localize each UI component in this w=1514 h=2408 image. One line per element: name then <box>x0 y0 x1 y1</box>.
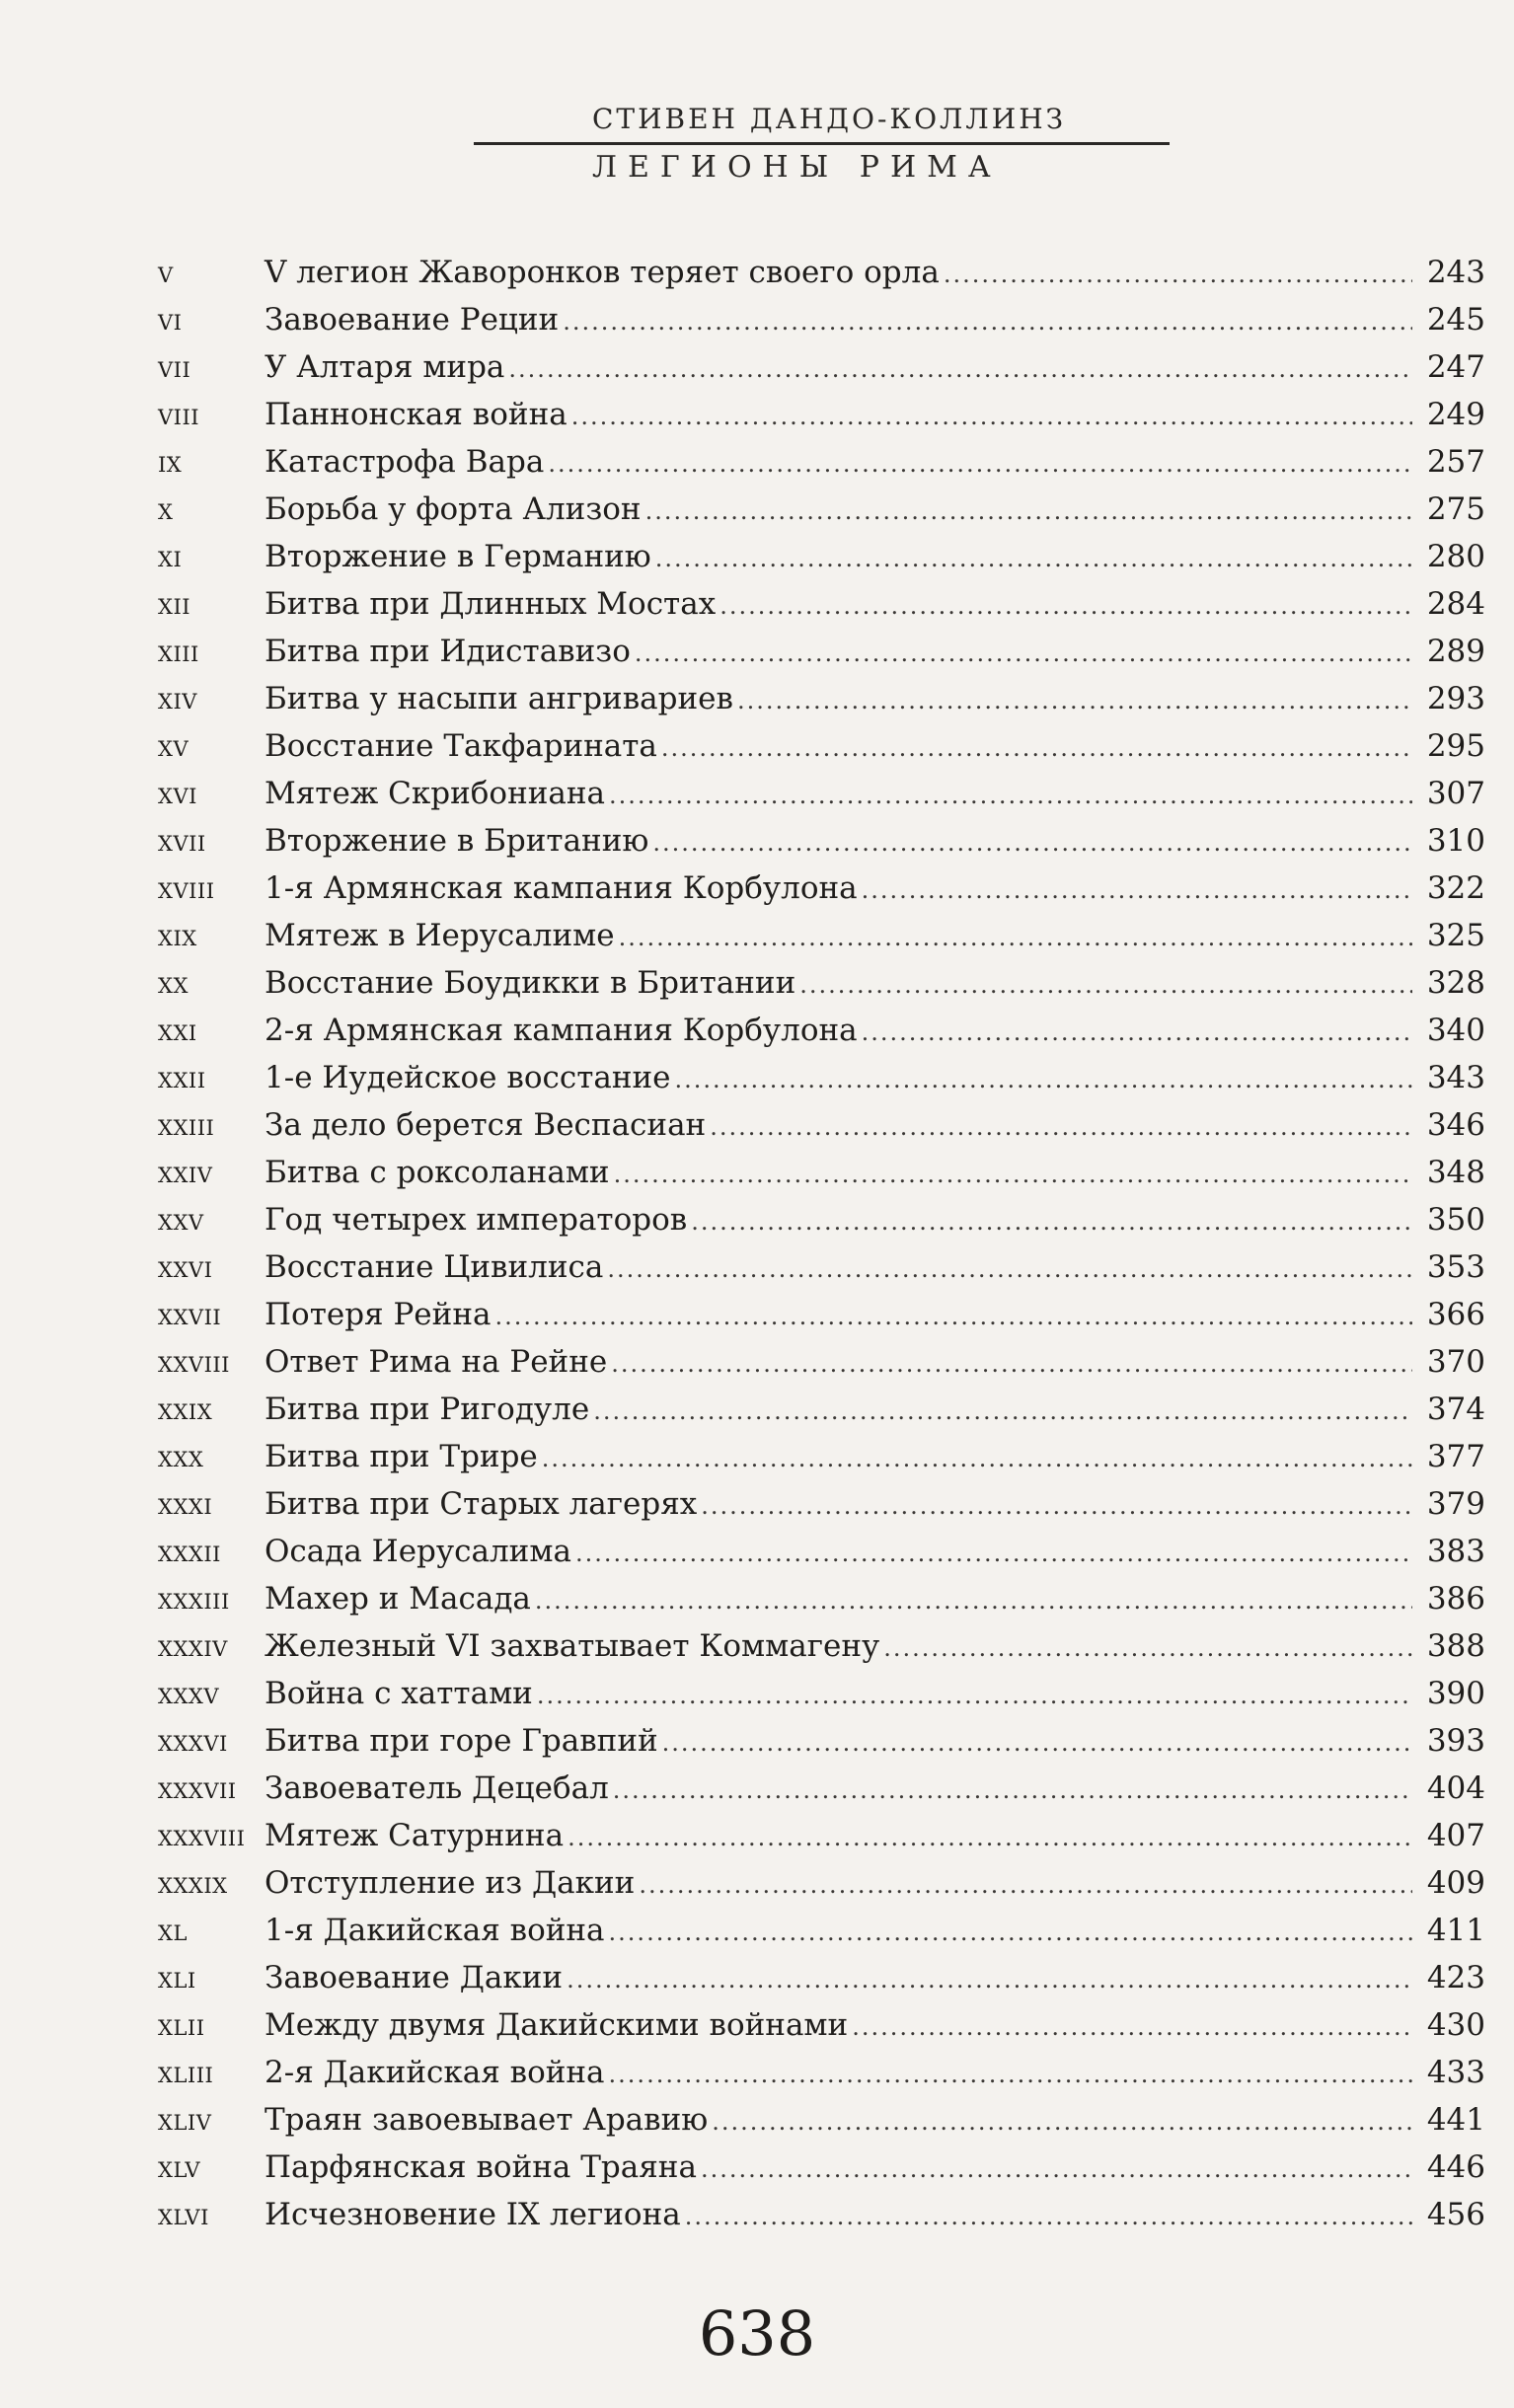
chapter-number: XXIII <box>158 1116 215 1140</box>
chapter-page-number: 295 <box>1426 728 1485 764</box>
toc-entry <box>158 912 1485 959</box>
chapter-page-number: 293 <box>1426 681 1485 716</box>
toc-entry <box>158 959 1485 1007</box>
chapter-title: Завоевание Дакии <box>265 1960 564 1995</box>
chapter-title: Вторжение в Германию <box>265 539 651 574</box>
chapter-title: Война с хаттами <box>265 1676 533 1711</box>
dot-leader <box>613 1767 1412 1814</box>
toc-entry <box>158 1433 1485 1480</box>
chapter-page-number: 430 <box>1426 2007 1485 2043</box>
chapter-number: XXVII <box>158 1306 222 1329</box>
chapter-title: Битва у насыпи ангривариев <box>265 681 733 716</box>
dot-leader <box>575 1530 1412 1577</box>
chapter-number: XVIII <box>158 879 215 903</box>
chapter-title: 1-я Дакийская война <box>265 1913 605 1948</box>
toc-entry <box>158 817 1485 865</box>
dot-leader <box>661 724 1412 772</box>
chapter-number: XXI <box>158 1021 197 1045</box>
chapter-title: Битва с роксоланами <box>265 1155 610 1190</box>
chapter-title: Восстание Цивилиса <box>265 1249 604 1285</box>
dot-leader <box>719 582 1412 630</box>
chapter-page-number: 433 <box>1426 2055 1485 2090</box>
chapter-title: Битва при Идиставизо <box>265 634 631 669</box>
chapter-number: XXIV <box>158 1164 213 1187</box>
chapter-number: XXVI <box>158 1258 213 1282</box>
chapter-page-number: 346 <box>1426 1107 1485 1143</box>
chapter-title: Паннонская война <box>265 397 568 432</box>
dot-leader <box>571 393 1412 440</box>
toc-entry <box>158 1859 1485 1907</box>
toc-entry <box>158 2049 1485 2096</box>
chapter-number: XI <box>158 548 183 571</box>
toc-entry <box>158 438 1485 486</box>
dot-leader <box>542 1435 1412 1482</box>
chapter-number: XII <box>158 595 191 619</box>
chapter-page-number: 456 <box>1426 2197 1485 2232</box>
chapter-number: XXIX <box>158 1400 213 1424</box>
toc-entry <box>158 1765 1485 1812</box>
chapter-page-number: 383 <box>1426 1534 1485 1569</box>
dot-leader <box>710 1103 1412 1151</box>
chapter-number: VII <box>158 358 191 382</box>
chapter-number: XLIII <box>158 2064 214 2087</box>
chapter-page-number: 328 <box>1426 965 1485 1001</box>
chapter-page-number: 247 <box>1426 349 1485 385</box>
toc-entry <box>158 1622 1485 1670</box>
chapter-number: XXXI <box>158 1495 213 1519</box>
toc-entry <box>158 1480 1485 1528</box>
chapter-title: Между двумя Дакийскими войнами <box>265 2007 849 2043</box>
chapter-page-number: 441 <box>1426 2102 1485 2138</box>
chapter-number: XXXVII <box>158 1779 237 1803</box>
chapter-title: Борьба у форта Ализон <box>265 491 642 527</box>
dot-leader <box>701 1482 1412 1530</box>
toc-entry <box>158 770 1485 817</box>
chapter-page-number: 446 <box>1426 2149 1485 2185</box>
toc-entry <box>158 722 1485 770</box>
toc-entry <box>158 1101 1485 1149</box>
chapter-page-number: 249 <box>1426 397 1485 432</box>
running-header <box>474 95 1170 203</box>
dot-leader <box>494 1293 1412 1340</box>
chapter-page-number: 322 <box>1426 870 1485 906</box>
chapter-title: Махер и Масада <box>265 1581 531 1617</box>
chapter-number: XXXII <box>158 1543 221 1566</box>
chapter-page-number: 310 <box>1426 823 1485 859</box>
chapter-title: Траян завоевывает Аравию <box>265 2102 709 2138</box>
toc-entry <box>158 1386 1485 1433</box>
chapter-title: Завоевание Реции <box>265 302 560 338</box>
chapter-page-number: 348 <box>1426 1155 1485 1190</box>
chapter-title: Ответ Рима на Рейне <box>265 1344 608 1380</box>
chapter-number: VI <box>158 311 183 335</box>
toc-entry <box>158 486 1485 533</box>
dot-leader <box>712 2098 1412 2145</box>
chapter-title: Год четырех императоров <box>265 1202 688 1238</box>
chapter-number: XXII <box>158 1069 206 1092</box>
toc-entry <box>158 865 1485 912</box>
chapter-title: Восстание Боудикки в Британии <box>265 965 796 1001</box>
toc-entry <box>158 1812 1485 1859</box>
dot-leader <box>593 1388 1412 1435</box>
dot-leader <box>535 1577 1412 1624</box>
book-title: ЛЕГИОНЫ РИМА <box>592 150 1002 185</box>
dot-leader <box>609 2051 1412 2098</box>
chapter-number: V <box>158 263 174 287</box>
chapter-number: XVI <box>158 785 197 808</box>
chapter-number: XIII <box>158 642 199 666</box>
chapter-page-number: 423 <box>1426 1960 1485 1995</box>
chapter-number: XXXVIII <box>158 1827 246 1850</box>
chapter-title: Отступление из Дакии <box>265 1865 636 1901</box>
chapter-page-number: 393 <box>1426 1723 1485 1759</box>
chapter-page-number: 245 <box>1426 302 1485 338</box>
chapter-page-number: 350 <box>1426 1202 1485 1238</box>
chapter-title: Битва при Трире <box>265 1439 538 1474</box>
toc-entry <box>158 2144 1485 2191</box>
dot-leader <box>609 772 1412 819</box>
toc-entry <box>158 391 1485 438</box>
dot-leader <box>691 1198 1412 1245</box>
chapter-title: Осада Иерусалима <box>265 1534 571 1569</box>
dot-leader <box>662 1719 1412 1767</box>
chapter-title: V легион Жаворонков теряет своего орла <box>265 255 940 290</box>
chapter-title: 2-я Армянская кампания Корбулона <box>265 1013 858 1048</box>
dot-leader <box>685 2193 1412 2240</box>
chapter-number: IX <box>158 453 183 477</box>
dot-leader <box>639 1861 1412 1909</box>
chapter-number: XXXVI <box>158 1732 228 1756</box>
toc-entry <box>158 296 1485 343</box>
dot-leader <box>652 819 1412 866</box>
chapter-page-number: 284 <box>1426 586 1485 622</box>
toc-entry <box>158 1338 1485 1386</box>
chapter-page-number: 243 <box>1426 255 1485 290</box>
chapter-title: Мятеж Сатурнина <box>265 1818 565 1853</box>
dot-leader <box>568 1814 1412 1861</box>
chapter-title: Битва при горе Гравпий <box>265 1723 658 1759</box>
dot-leader <box>567 1956 1412 2003</box>
dot-leader <box>611 1340 1412 1388</box>
dot-leader <box>883 1624 1412 1672</box>
chapter-page-number: 280 <box>1426 539 1485 574</box>
chapter-title: Железный VI захватывает Коммагену <box>265 1628 880 1664</box>
toc-entry <box>158 2191 1485 2238</box>
chapter-page-number: 390 <box>1426 1676 1485 1711</box>
chapter-number: XV <box>158 737 189 761</box>
table-of-contents <box>158 249 1485 2238</box>
toc-entry <box>158 2001 1485 2049</box>
chapter-title: Вторжение в Британию <box>265 823 649 859</box>
dot-leader <box>537 1672 1412 1719</box>
chapter-number: XL <box>158 1921 188 1945</box>
chapter-number: X <box>158 500 174 524</box>
chapter-title: Битва при Длинных Мостах <box>265 586 717 622</box>
chapter-page-number: 386 <box>1426 1581 1485 1617</box>
dot-leader <box>944 251 1412 298</box>
chapter-page-number: 340 <box>1426 1013 1485 1048</box>
toc-entry <box>158 1054 1485 1101</box>
chapter-number: XXXIII <box>158 1590 230 1614</box>
chapter-page-number: 370 <box>1426 1344 1485 1380</box>
chapter-number: XLII <box>158 2016 205 2040</box>
toc-entry <box>158 1717 1485 1765</box>
toc-entry <box>158 675 1485 722</box>
chapter-title: Исчезновение IX легиона <box>265 2197 681 2232</box>
toc-entry <box>158 1954 1485 2001</box>
toc-entry <box>158 580 1485 628</box>
chapter-page-number: 307 <box>1426 776 1485 811</box>
chapter-title: Мятеж Скрибониана <box>265 776 606 811</box>
dot-leader <box>675 1056 1412 1103</box>
chapter-number: XXXIX <box>158 1874 228 1898</box>
chapter-title: Восстание Такфарината <box>265 728 657 764</box>
chapter-page-number: 289 <box>1426 634 1485 669</box>
chapter-number: XIV <box>158 690 197 714</box>
chapter-title: Мятеж в Иерусалиме <box>265 918 615 953</box>
toc-entry <box>158 628 1485 675</box>
chapter-page-number: 353 <box>1426 1249 1485 1285</box>
chapter-number: XXX <box>158 1448 204 1471</box>
dot-leader <box>799 961 1412 1009</box>
toc-entry <box>158 1243 1485 1291</box>
chapter-page-number: 366 <box>1426 1297 1485 1332</box>
toc-entry <box>158 1007 1485 1054</box>
dot-leader <box>701 2145 1412 2193</box>
author-name: СТИВЕН ДАНДО-КОЛЛИНЗ <box>592 103 1067 135</box>
chapter-page-number: 411 <box>1426 1913 1485 1948</box>
chapter-number: XLI <box>158 1969 196 1993</box>
chapter-page-number: 388 <box>1426 1628 1485 1664</box>
dot-leader <box>614 1151 1412 1198</box>
toc-entry <box>158 249 1485 296</box>
chapter-number: XXV <box>158 1211 204 1235</box>
dot-leader <box>852 2003 1412 2051</box>
page-number: 638 <box>698 2297 816 2370</box>
chapter-title: Битва при Ригодуле <box>265 1392 590 1427</box>
toc-entry <box>158 343 1485 391</box>
chapter-page-number: 343 <box>1426 1060 1485 1095</box>
chapter-number: XLVI <box>158 2206 209 2229</box>
chapter-title: Потеря Рейна <box>265 1297 492 1332</box>
chapter-title: У Алтаря мира <box>265 349 505 385</box>
chapter-title: 2-я Дакийская война <box>265 2055 605 2090</box>
toc-entry <box>158 1196 1485 1243</box>
chapter-page-number: 275 <box>1426 491 1485 527</box>
chapter-number: XXXIV <box>158 1637 228 1661</box>
dot-leader <box>862 866 1412 914</box>
toc-entry <box>158 1528 1485 1575</box>
chapter-page-number: 374 <box>1426 1392 1485 1427</box>
dot-leader <box>508 345 1412 393</box>
chapter-page-number: 404 <box>1426 1770 1485 1806</box>
chapter-page-number: 379 <box>1426 1486 1485 1522</box>
chapter-title: Парфянская война Траяна <box>265 2149 697 2185</box>
chapter-title: За дело берется Веспасиан <box>265 1107 707 1143</box>
chapter-title: Катастрофа Вара <box>265 444 545 480</box>
chapter-title: Битва при Старых лагерях <box>265 1486 698 1522</box>
chapter-number: XX <box>158 974 189 998</box>
chapter-title: 1-я Армянская кампания Корбулона <box>265 870 858 906</box>
dot-leader <box>645 488 1412 535</box>
toc-entry <box>158 1575 1485 1622</box>
toc-entry <box>158 1907 1485 1954</box>
chapter-number: XXXV <box>158 1685 220 1708</box>
dot-leader <box>548 440 1412 488</box>
header-rule <box>474 142 1170 145</box>
toc-entry <box>158 1291 1485 1338</box>
chapter-page-number: 325 <box>1426 918 1485 953</box>
chapter-number: XLIV <box>158 2111 212 2135</box>
dot-leader <box>862 1009 1412 1056</box>
dot-leader <box>655 535 1412 582</box>
toc-entry <box>158 1670 1485 1717</box>
chapter-number: XLV <box>158 2158 201 2182</box>
chapter-title: Завоеватель Децебал <box>265 1770 609 1806</box>
dot-leader <box>635 630 1412 677</box>
dot-leader <box>619 914 1412 961</box>
chapter-number: XVII <box>158 832 206 856</box>
dot-leader <box>609 1909 1412 1956</box>
chapter-title: 1-е Иудейское восстание <box>265 1060 671 1095</box>
chapter-page-number: 377 <box>1426 1439 1485 1474</box>
dot-leader <box>607 1245 1412 1293</box>
dot-leader <box>563 298 1412 345</box>
chapter-number: VIII <box>158 406 200 429</box>
chapter-number: XXVIII <box>158 1353 230 1377</box>
chapter-number: XIX <box>158 927 197 950</box>
dot-leader <box>737 677 1412 724</box>
chapter-page-number: 407 <box>1426 1818 1485 1853</box>
toc-entry <box>158 533 1485 580</box>
toc-entry <box>158 2096 1485 2144</box>
toc-entry <box>158 1149 1485 1196</box>
chapter-page-number: 409 <box>1426 1865 1485 1901</box>
chapter-page-number: 257 <box>1426 444 1485 480</box>
